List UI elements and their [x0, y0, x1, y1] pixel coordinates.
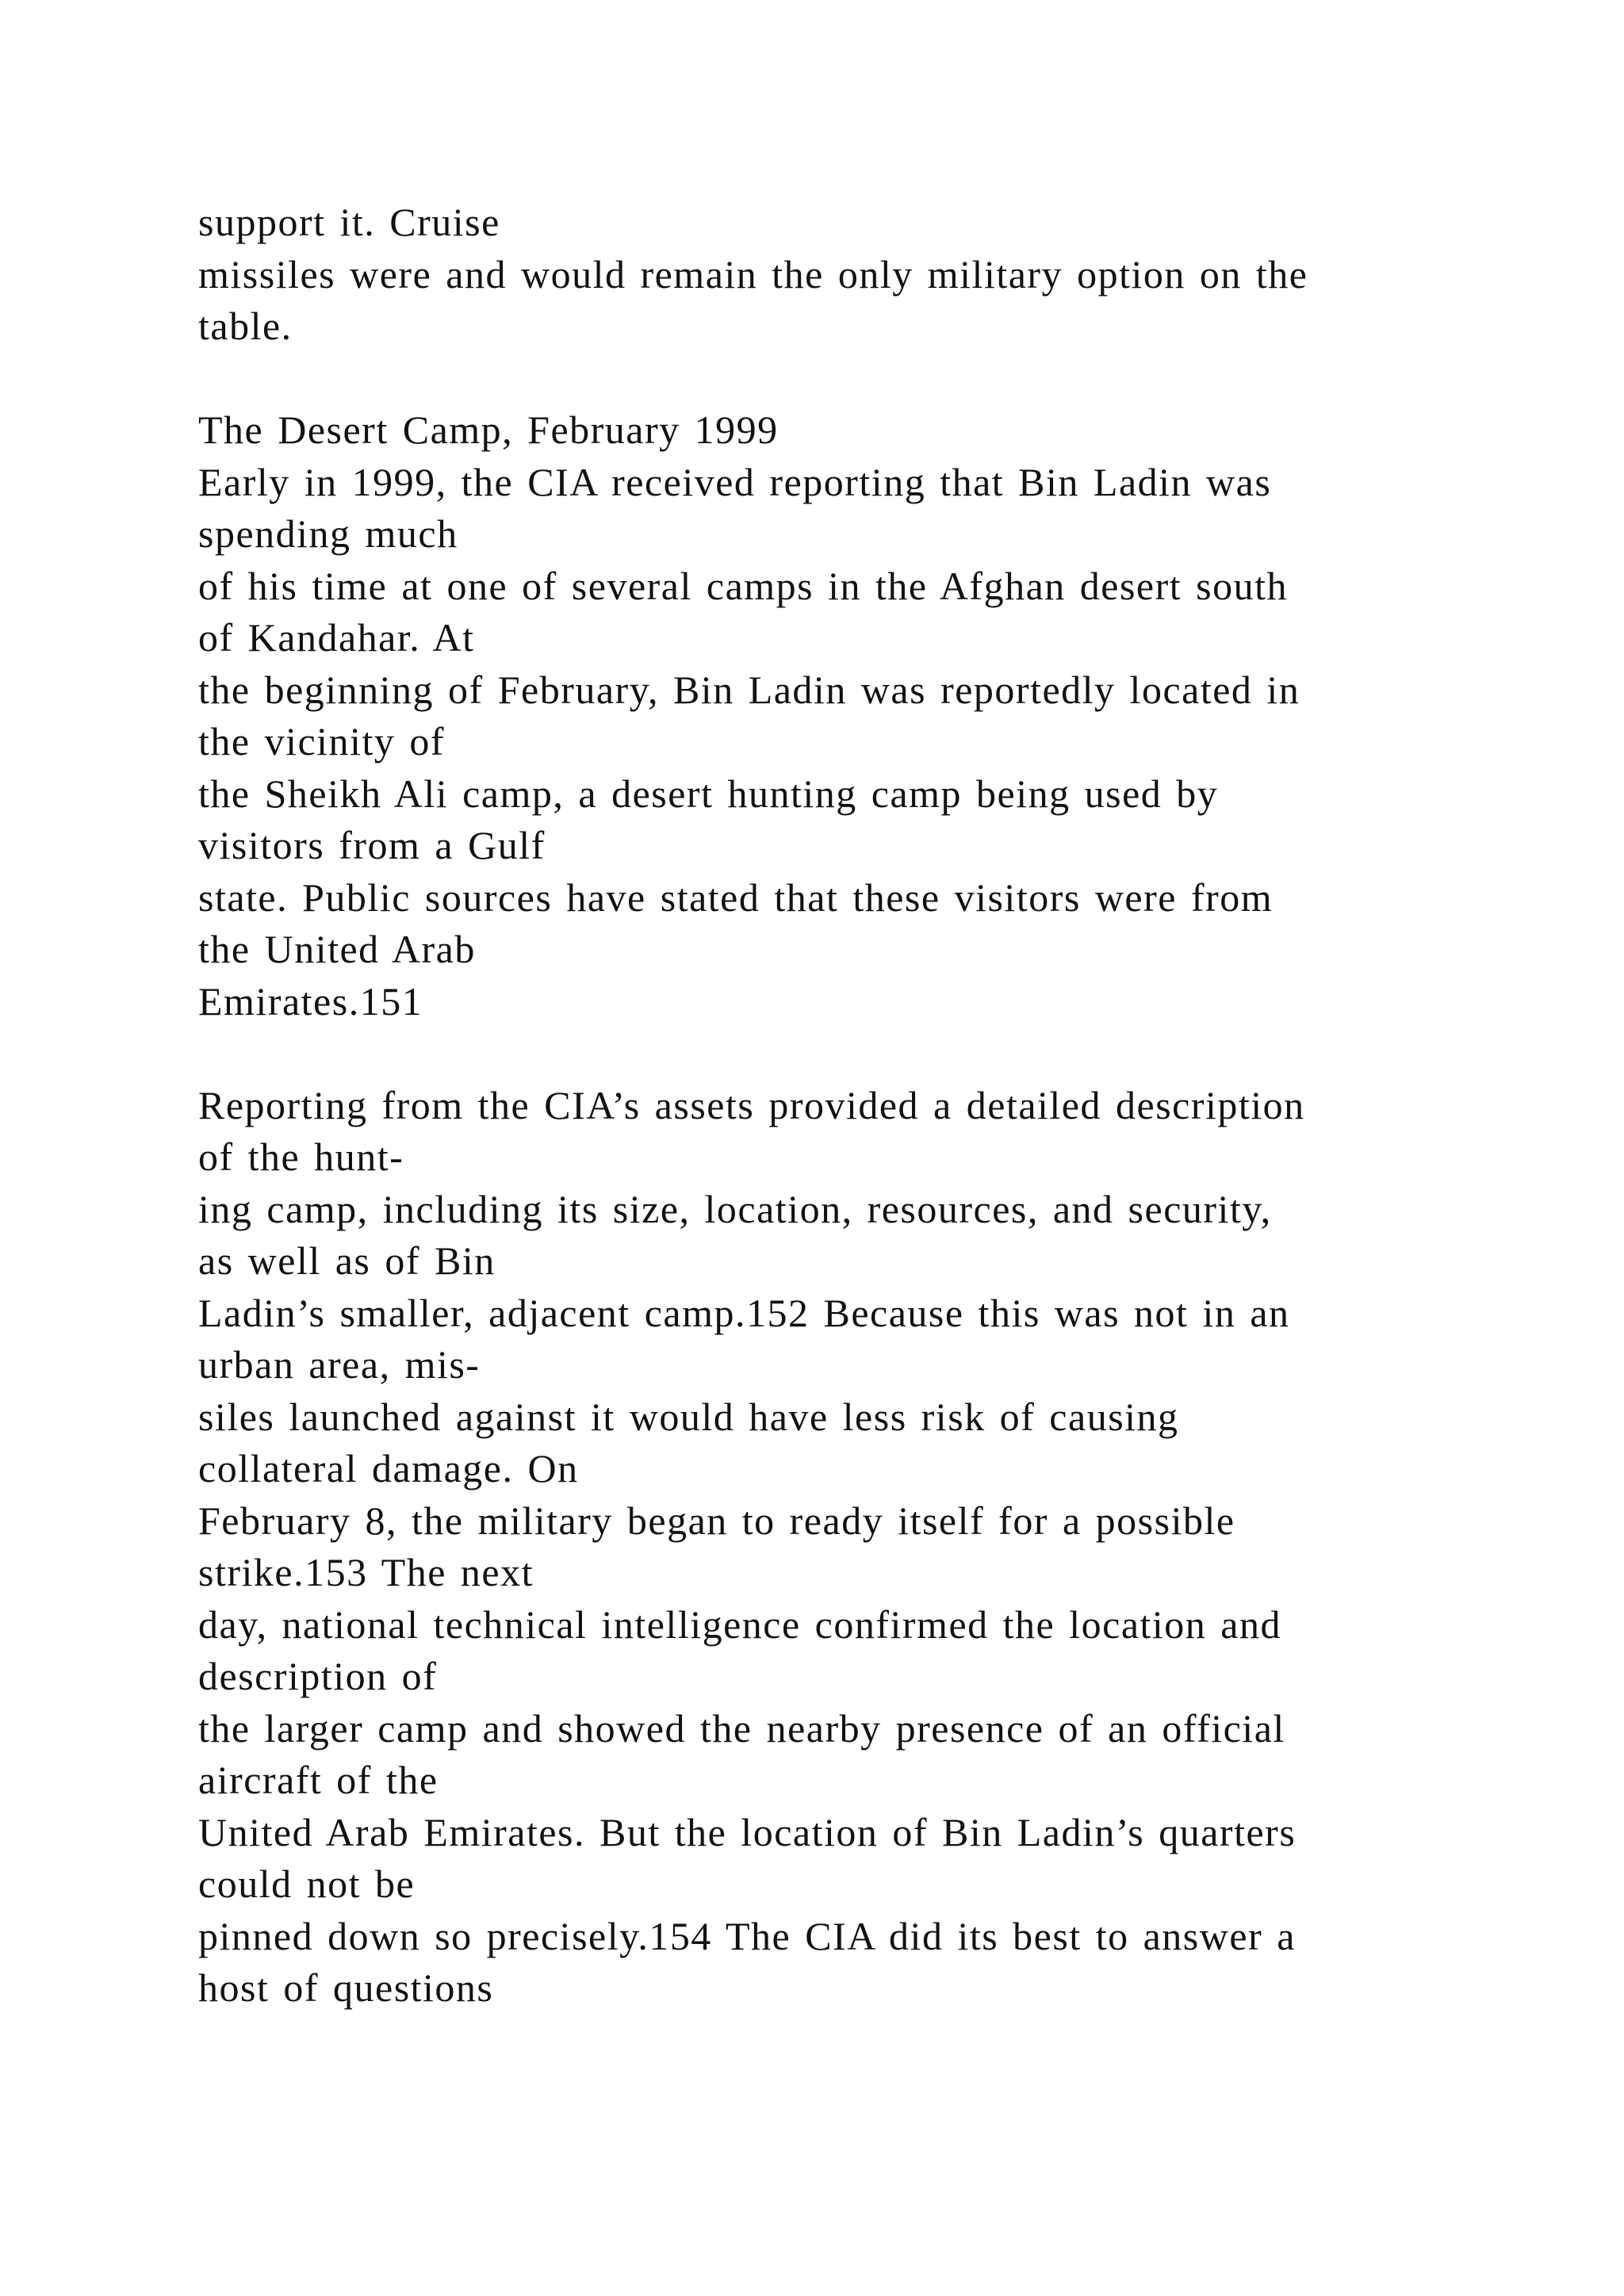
text-line: United Arab Emirates. But the location of Bin Ladin’s quarters: [198, 1809, 1297, 1854]
text-line: February 8, the military began to ready itself for a possible: [198, 1498, 1235, 1543]
section-heading: The Desert Camp, February 1999: [198, 408, 779, 452]
text-line: as well as of Bin: [198, 1238, 496, 1283]
text-line: spending much: [198, 511, 458, 556]
text-line: strike.153 The next: [198, 1550, 534, 1594]
text-line: the vicinity of: [198, 719, 445, 763]
text-line: visitors from a Gulf: [198, 823, 546, 867]
text-line: table.: [198, 304, 293, 348]
text-line: Ladin’s smaller, adjacent camp.152 Because this was not in an: [198, 1290, 1290, 1335]
text-line: pinned down so precisely.154 The CIA did its best to answer a: [198, 1913, 1296, 1958]
text-line: missiles were and would remain the only military option on the: [198, 251, 1308, 297]
text-line: Reporting from the CIA’s assets provided a detailed description: [198, 1082, 1305, 1127]
text-line: siles launched against it would have less risk of causing: [198, 1394, 1179, 1439]
text-line: the United Arab: [198, 927, 476, 971]
text-line: collateral damage. On: [198, 1446, 579, 1490]
text-line: state. Public sources have stated that these visitors were from: [198, 874, 1274, 920]
text-line: host of questions: [198, 1965, 494, 2010]
text-line: the Sheikh Ali camp, a desert hunting camp being used by: [198, 771, 1219, 816]
text-line: description of: [198, 1654, 438, 1698]
text-line: support it. Cruise: [198, 200, 500, 244]
paragraph-break: [198, 353, 1435, 405]
paragraph-break: [198, 1027, 1435, 1080]
text-line: the larger camp and showed the nearby presence of an official: [198, 1705, 1285, 1751]
text-line: urban area, mis-: [198, 1342, 481, 1387]
text-line: of the hunt-: [198, 1135, 404, 1179]
text-line: of his time at one of several camps in the Afghan desert south: [198, 563, 1289, 608]
text-line: ing camp, including its size, location, resources, and security,: [198, 1186, 1272, 1231]
text-line: of Kandahar. At: [198, 615, 475, 660]
text-line: could not be: [198, 1862, 416, 1906]
body-text: [198, 197, 1435, 2015]
text-line: Early in 1999, the CIA received reporting that Bin Ladin was: [198, 459, 1272, 504]
text-line: day, national technical intelligence confirmed the location and: [198, 1601, 1281, 1647]
text-line: Emirates.151: [198, 978, 423, 1024]
text-line: the beginning of February, Bin Ladin was reportedly located in: [198, 667, 1300, 712]
text-line: aircraft of the: [198, 1758, 439, 1802]
